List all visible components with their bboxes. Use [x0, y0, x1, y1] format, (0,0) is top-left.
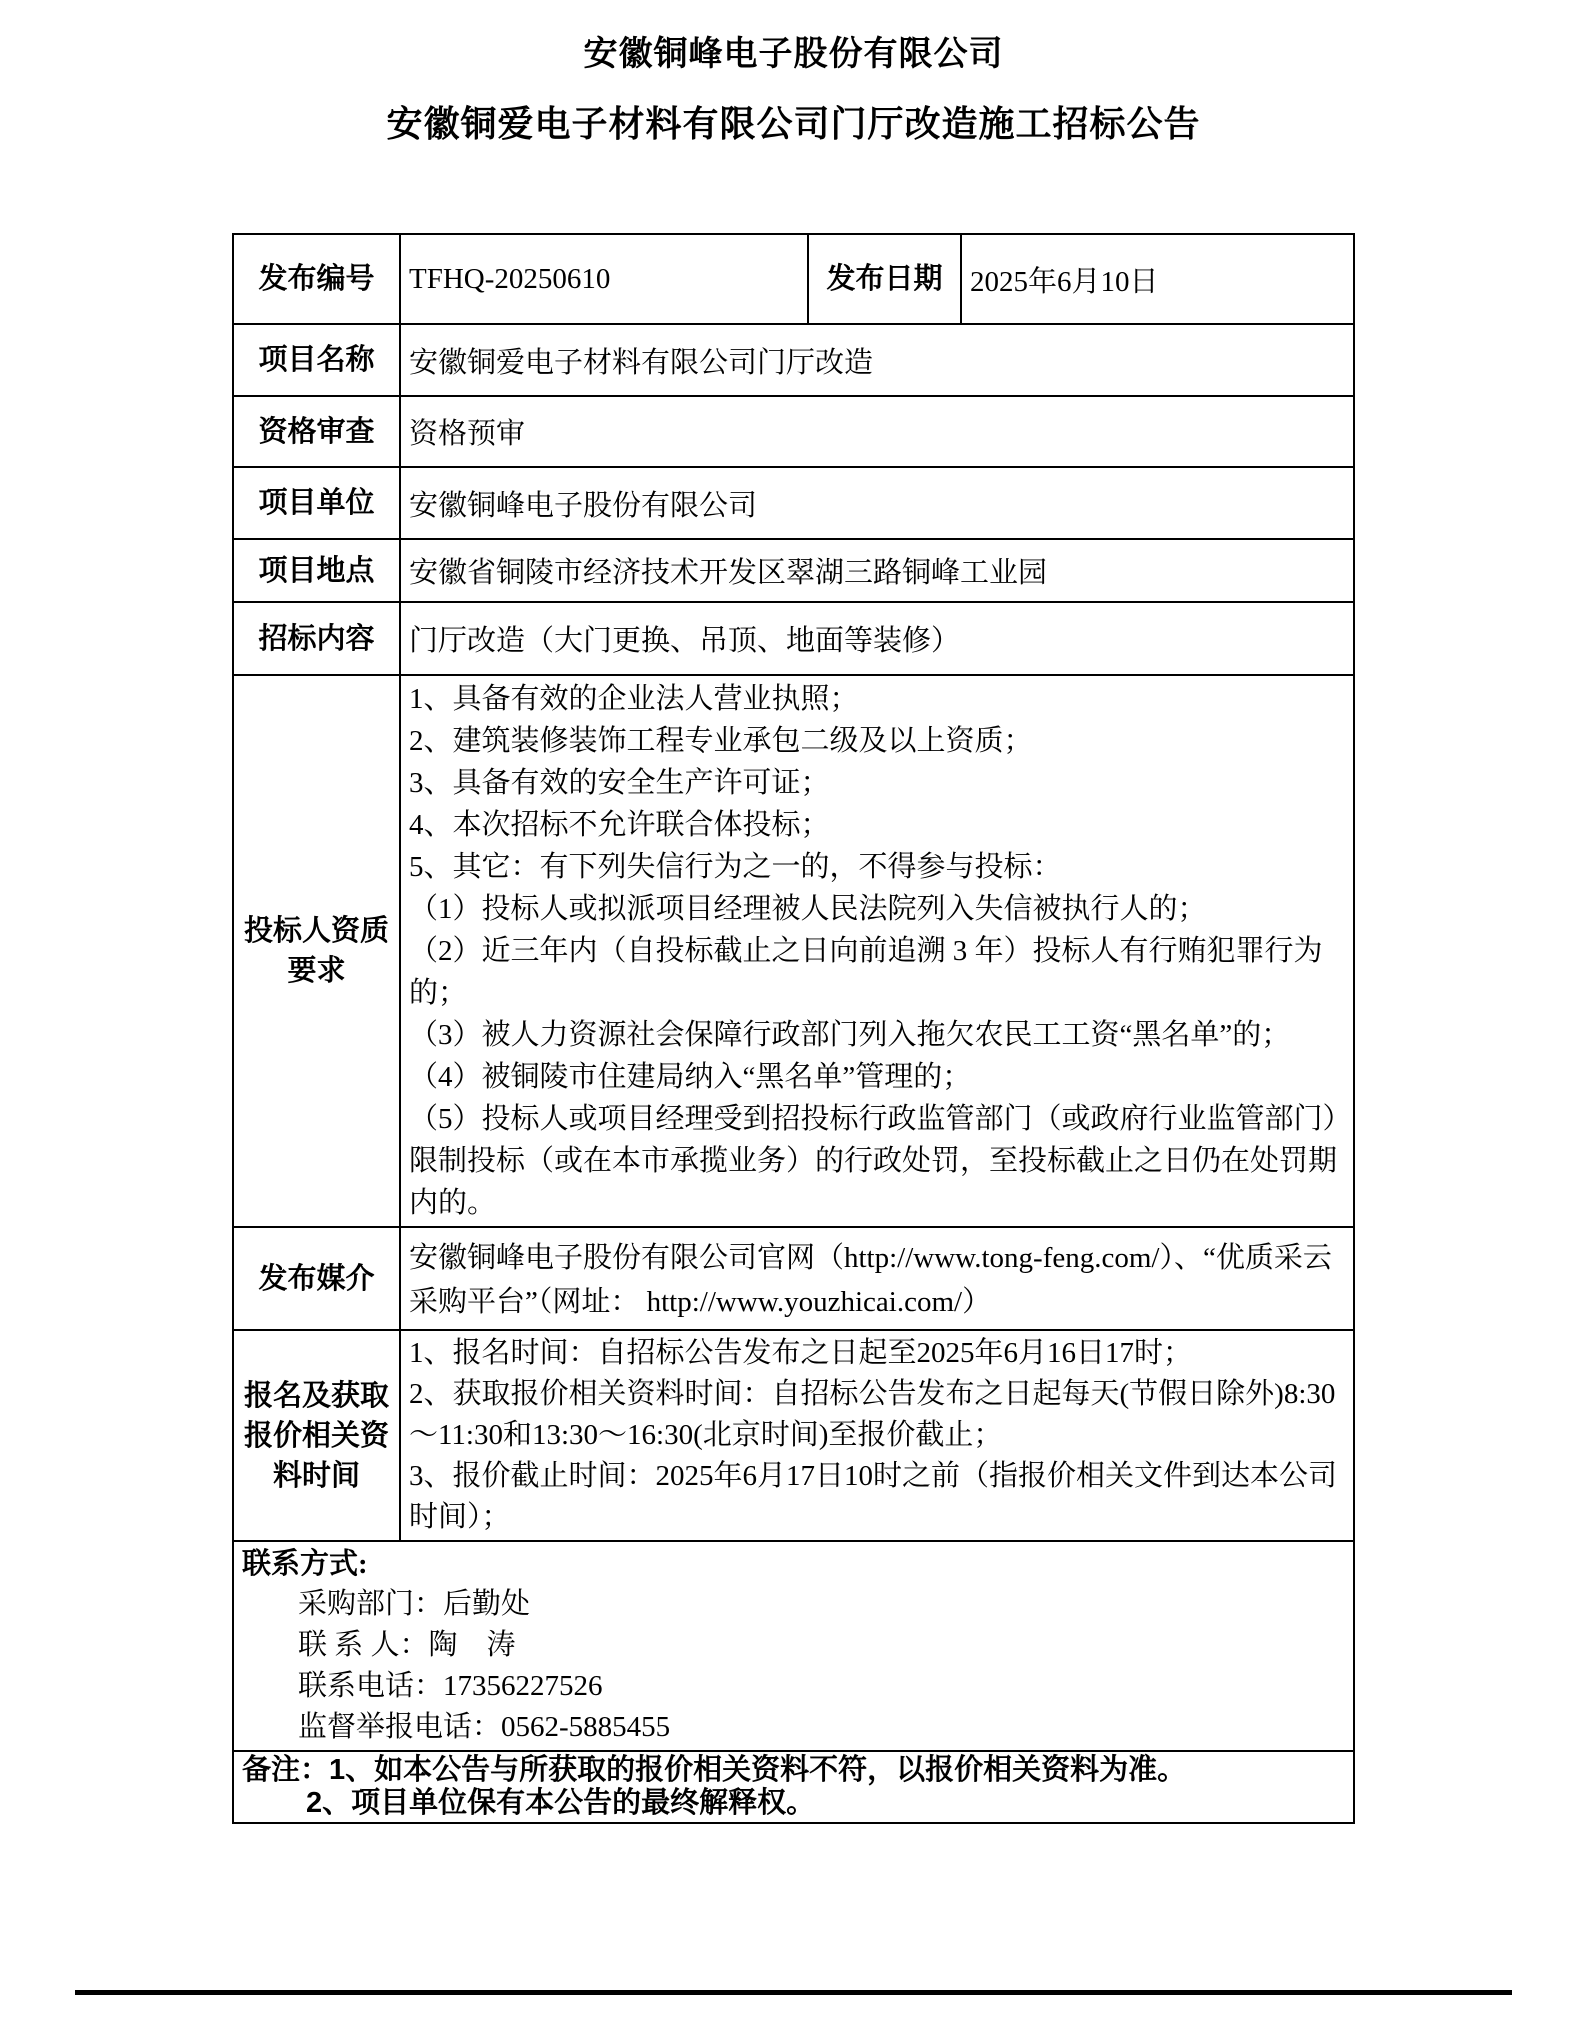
contact-section: [233, 1541, 1354, 1751]
announcement-title: 安徽铜爱电子材料有限公司门厅改造施工招标公告: [386, 103, 1201, 144]
qualification-item: （3）被人力资源社会保障行政部门列入拖欠农民工工资“黑名单”的；: [409, 1019, 1291, 1051]
table-row: [233, 1227, 1354, 1330]
registration-item: 2、获取报价相关资料时间：自招标公告发布之日起每天(节假日除外)8:30～11:30和13:30～16:30(北京时间)至报价截止；: [409, 1378, 1336, 1451]
table-row: [233, 602, 1354, 675]
contact-department: 采购部门：后勤处: [298, 1588, 531, 1620]
release-date-value: 2025年6月10日: [961, 234, 1354, 324]
remark-item-1: [242, 1754, 1345, 1787]
table-row: [233, 539, 1354, 602]
registration-item: 1、报名时间：自招标公告发布之日起至2025年6月16日17时；: [409, 1337, 1193, 1369]
table-row: [233, 467, 1354, 539]
project-unit-value: 安徽铜峰电子股份有限公司: [400, 467, 1354, 539]
company-title: 安徽铜峰电子股份有限公司: [583, 35, 1004, 73]
tender-content-value: 门厅改造（大门更换、吊顶、地面等装修）: [400, 602, 1354, 675]
contact-person: 联 系 人：陶 涛: [298, 1629, 516, 1661]
qualification-item: 4、本次招标不允许联合体投标；: [409, 809, 830, 841]
remark-item-2: 2、项目单位保有本公告的最终解释权。: [306, 1787, 816, 1819]
registration-list: [400, 1330, 1354, 1541]
table-row: [233, 324, 1354, 396]
table-row: [233, 1751, 1354, 1823]
project-name-label: 项目名称: [233, 324, 400, 396]
qualification-review-value: 资格预审: [400, 396, 1354, 467]
qualification-item: 3、具备有效的安全生产许可证；: [409, 767, 830, 799]
publish-media-text: 安徽铜峰电子股份有限公司官网（http://www.tong-feng.com/）、“优质采云采购平台”（网址： http://www.youzhicai.com/）: [409, 1241, 1332, 1318]
table-row: [233, 234, 1354, 324]
project-location-label: 项目地点: [233, 539, 400, 602]
registration-item: 3、报价截止时间：2025年6月17日10时之前（指报价相关文件到达本公司时间）；: [409, 1460, 1338, 1533]
page-break-line: [75, 1990, 1512, 1995]
publish-media-label: 发布媒介: [233, 1227, 400, 1330]
qualification-item: （1）投标人或拟派项目经理被人民法院列入失信被执行人的；: [409, 893, 1207, 925]
tender-content-label: 招标内容: [233, 602, 400, 675]
qualification-item: 1、具备有效的企业法人营业执照；: [409, 683, 859, 715]
contact-heading: 联系方式:: [242, 1548, 368, 1580]
contact-supervision-phone: 监督举报电话：0562-5885455: [298, 1711, 671, 1743]
qualification-item: 5、其它：有下列失信行为之一的，不得参与投标：: [409, 851, 1062, 883]
table-row: [233, 396, 1354, 467]
table-row: [233, 675, 1354, 1227]
contact-phone: 联系电话：17356227526: [298, 1670, 603, 1702]
table-row: [233, 1541, 1354, 1751]
bidder-qualification-label: 投标人资质要求: [233, 675, 400, 1227]
remarks-section: [233, 1751, 1354, 1823]
publish-media-value: [400, 1227, 1354, 1330]
remark-text-1: 1、如本公告与所获取的报价相关资料不符，以报价相关资料为准。: [329, 1754, 1187, 1786]
project-location-value: 安徽省铜陵市经济技术开发区翠湖三路铜峰工业园: [400, 539, 1354, 602]
registration-label: 报名及获取报价相关资料时间: [233, 1330, 400, 1541]
release-number-label: 发布编号: [233, 234, 400, 324]
qualification-item: （5）投标人或项目经理受到招投标行政监管部门（或政府行业监管部门）限制投标（或在本市承揽业务）的行政处罚，至投标截止之日仍在处罚期内的。: [409, 1103, 1338, 1219]
announcement-table: [232, 233, 1355, 1824]
release-date-label: 发布日期: [808, 234, 961, 324]
project-unit-label: 项目单位: [233, 467, 400, 539]
qualification-item: （4）被铜陵市住建局纳入“黑名单”管理的；: [409, 1061, 972, 1093]
release-number-value: TFHQ-20250610: [400, 234, 808, 324]
bidder-qualification-list: [400, 675, 1354, 1227]
project-name-value: 安徽铜爱电子材料有限公司门厅改造: [400, 324, 1354, 396]
qualification-item: 2、建筑装修装饰工程专业承包二级及以上资质；: [409, 725, 1033, 757]
qualification-item: （2）近三年内（自投标截止之日向前追溯 3 年）投标人有行贿犯罪行为的；: [409, 935, 1323, 1009]
remarks-label: 备注：: [242, 1754, 330, 1786]
qualification-review-label: 资格审查: [233, 396, 400, 467]
table-row: [233, 1330, 1354, 1541]
